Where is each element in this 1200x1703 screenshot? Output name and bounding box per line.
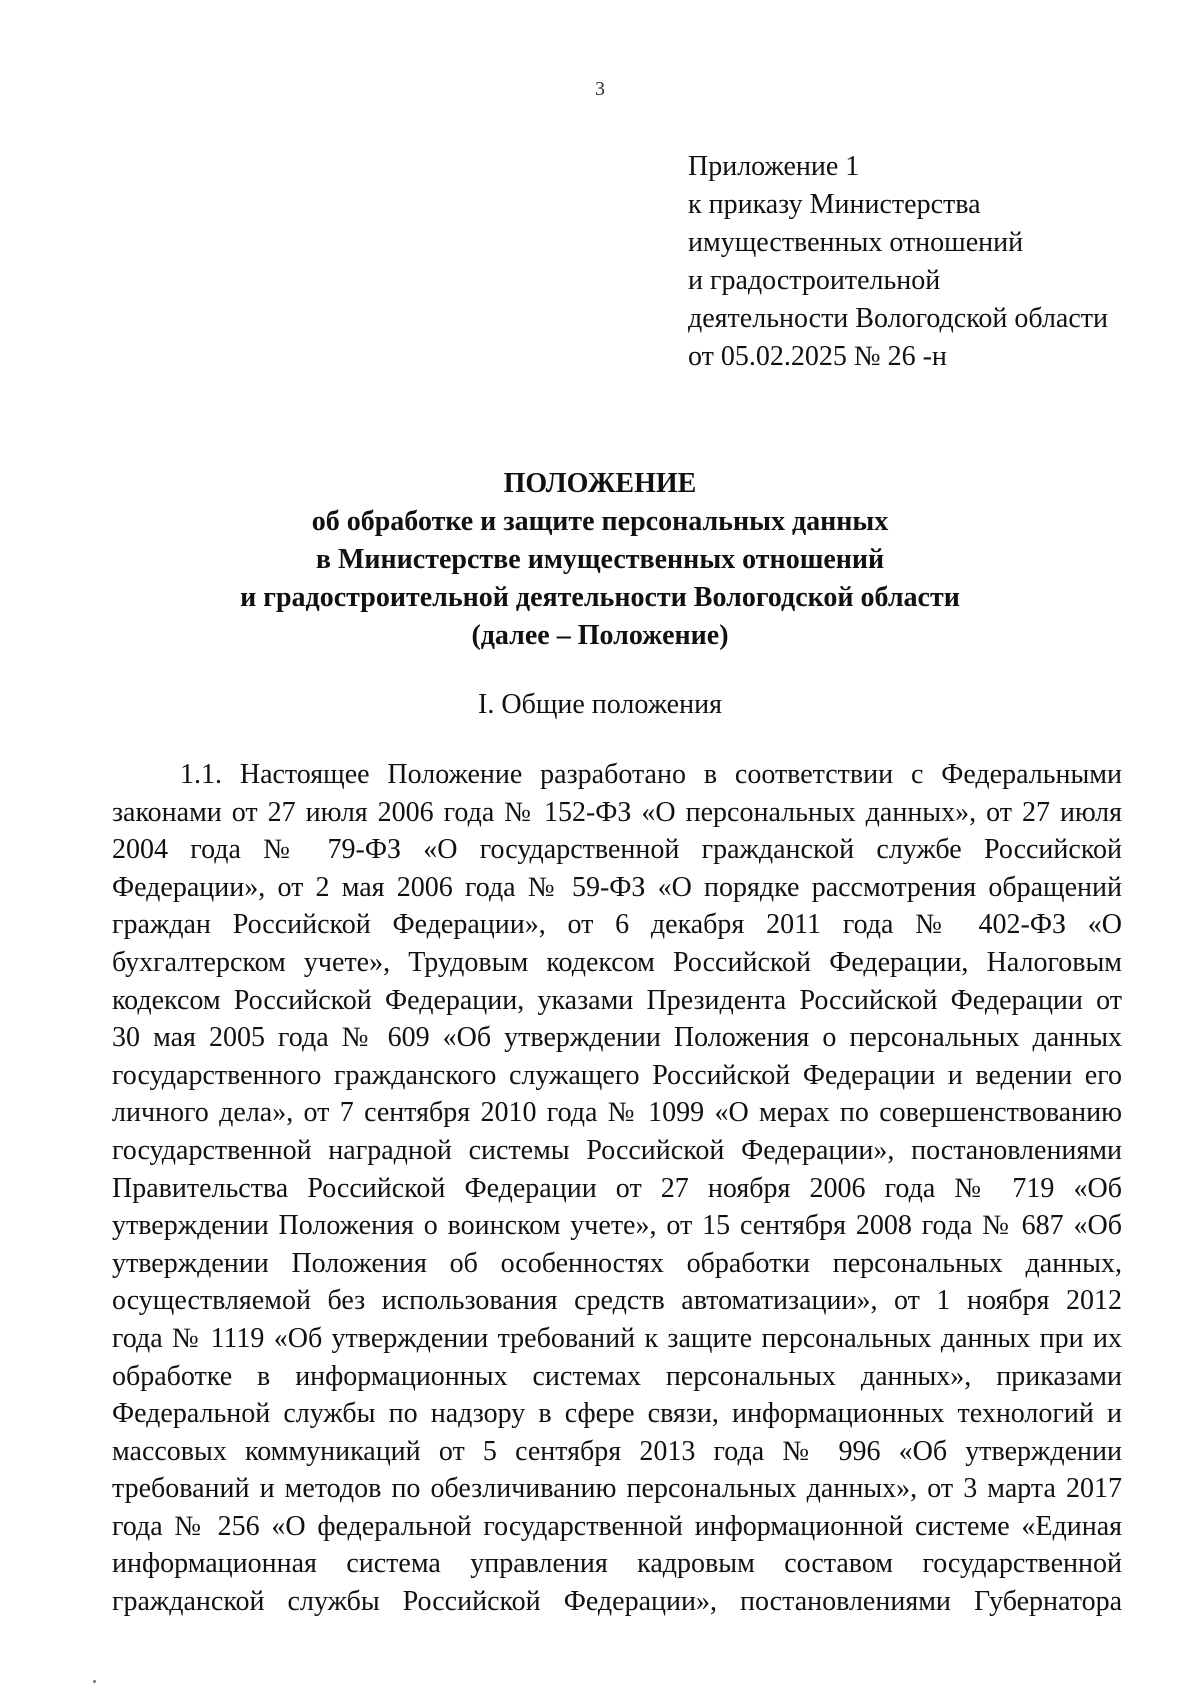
title-line: об обработке и защите персональных данных (311, 506, 889, 537)
paragraph-line: Федеральной службы по надзору в сфере связи, информационных технологий и (112, 1398, 1122, 1430)
paragraph-line: осуществляемой без использования средств автоматизации», от 1 ноября 2012 (112, 1285, 1122, 1317)
paragraph-line: информационная система управления кадровым составом государственной (112, 1548, 1122, 1580)
appendix-line: деятельности Вологодской области (688, 303, 1108, 334)
paragraph-line: граждан Российской Федерации», от 6 декабря 2011 года № 402-ФЗ «О (112, 909, 1122, 941)
scan-speck (93, 1680, 96, 1683)
title-line: в Министерстве имущественных отношений (315, 544, 885, 575)
paragraph-line: государственной наградной системы Российской Федерации», постановлениями (112, 1134, 1122, 1166)
paragraph-1-1 (112, 756, 1122, 1621)
appendix-line: имущественных отношений (688, 227, 1024, 258)
paragraph-line: требований и методов по обезличиванию персональных данных», от 3 марта 2017 (112, 1473, 1122, 1505)
appendix-line: от 05.02.2025 № 26 -н (688, 341, 947, 372)
document-title (0, 465, 1200, 655)
paragraph-line: массовых коммуникаций от 5 сентября 2013 года № 996 «Об утверждении (112, 1435, 1122, 1467)
paragraph-line: года № 256 «О федеральной государственной информационной системе «Единая (112, 1510, 1122, 1542)
paragraph-line: Федерации», от 2 мая 2006 года № 59-ФЗ «О порядке рассмотрения обращений (112, 871, 1122, 903)
page-number: 3 (595, 78, 605, 100)
paragraph-line: утверждении Положения об особенностях обработки персональных данных, (112, 1247, 1122, 1279)
appendix-line: и градостроительной (688, 265, 941, 296)
title-line: и градостроительной деятельности Вологодской области (240, 582, 960, 613)
appendix-block (688, 148, 1108, 376)
section-heading: I. Общие положения (478, 689, 722, 720)
paragraph-line: года № 1119 «Об утверждении требований к защите персональных данных при их (112, 1322, 1122, 1354)
title-line: (далее – Положение) (471, 620, 729, 651)
appendix-line: Приложение 1 (688, 151, 860, 182)
paragraph-line: личного дела», от 7 сентября 2010 года № 1099 «О мерах по совершенствованию (112, 1097, 1122, 1129)
paragraph-line: 2004 года № 79-ФЗ «О государственной гражданской службе Российской (112, 834, 1122, 866)
title-line: ПОЛОЖЕНИЕ (503, 468, 697, 499)
paragraph-line: обработке в информационных системах персональных данных», приказами (112, 1360, 1122, 1392)
paragraph-line: утверждении Положения о воинском учете», от 15 сентября 2008 года № 687 «Об (112, 1210, 1122, 1242)
paragraph-line: государственного гражданского служащего Российской Федерации и ведении его (112, 1059, 1122, 1091)
paragraph-line: бухгалтерском учете», Трудовым кодексом Российской Федерации, Налоговым (112, 946, 1122, 978)
paragraph-line: 1.1. Настоящее Положение разработано в соответствии с Федеральными (180, 759, 1122, 790)
paragraph-line: гражданской службы Российской Федерации», постановлениями Губернатора (112, 1586, 1122, 1618)
appendix-line: к приказу Министерства (688, 189, 981, 220)
paragraph-line: Правительства Российской Федерации от 27 ноября 2006 года № 719 «Об (112, 1172, 1122, 1204)
paragraph-line: кодексом Российской Федерации, указами Президента Российской Федерации от (112, 984, 1122, 1016)
paragraph-line: 30 мая 2005 года № 609 «Об утверждении Положения о персональных данных (112, 1022, 1122, 1054)
paragraph-line: законами от 27 июля 2006 года № 152-ФЗ «О персональных данных», от 27 июля (112, 796, 1122, 828)
